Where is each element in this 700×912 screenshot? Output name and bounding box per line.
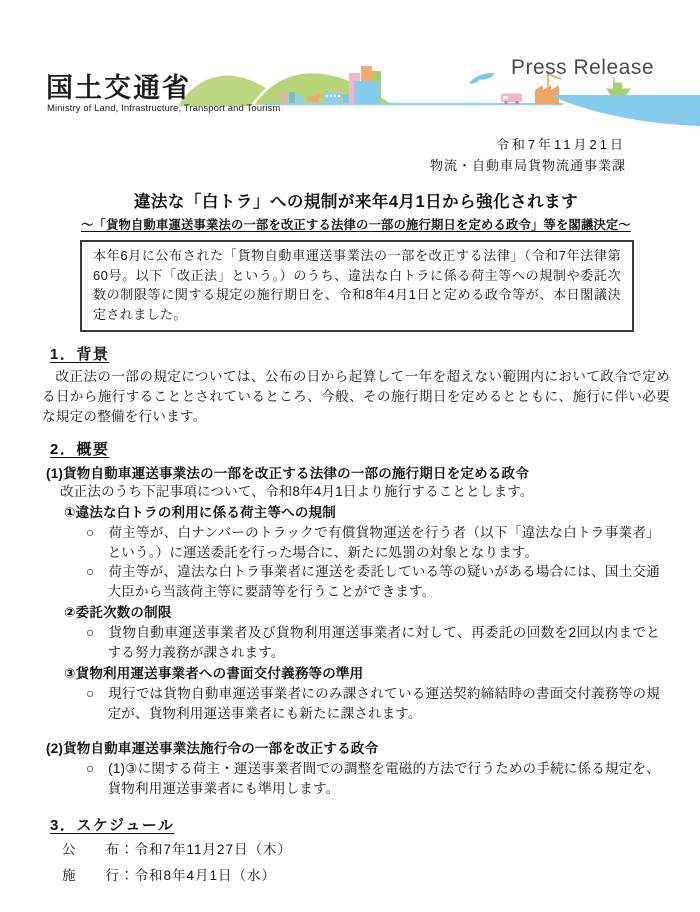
bullet-item: ○ 荷主等が、白ナンバーのトラックで有償貨物運送を行う者（以下「違法な白トラ事業者」という。）に運送委託を行った場合に、新たに処罰の対象となります。 [86,525,660,560]
sub-3-heading: ③貨物利用運送事業者への書面交付義務等の準用 [64,666,364,681]
section-overview [42,438,670,798]
section-3-heading: 3．スケジュール [50,817,175,834]
press-release-label: Press Release [510,56,654,79]
bullet-item: ○ 荷主等が、違法な白トラ事業者に運送を委託している等の疑いがある場合には、国土交通大臣から当該荷主等に要請等を行うことができます。 [86,564,660,599]
sub-2-heading: ②委託次数の制限 [64,605,172,620]
water-icon [552,95,700,126]
schedule-enforcement: 施 行：令和8年4月1日（水） [62,868,277,883]
item-1-intro: 改正法のうち下記事項について、令和8年4月1日より施行することとします。 [60,484,534,499]
section-2-heading: 2．概要 [50,441,110,458]
bullet-item: ○ (1)③に関する荷主・運送事業者間での調整を電磁的方法で行うための手続に係る規定を、貨物利用運送事業者にも準用します。 [86,761,660,796]
document-title: 違法な「白トラ」への規制が来年4月1日から強化されます [133,193,579,211]
issuing-division: 物流・自動車局貨物流通事業課 [429,158,626,173]
release-date: 令和7年11月21日 [495,137,626,152]
section-schedule [42,814,670,887]
sub-1-heading: ①違法な白トラの利用に係る荷主等への規制 [64,505,336,520]
summary-box: 本年6月に公布された「貨物自動車運送事業法の一部を改正する法律」（令和7年法律第60号。以下「改正法」という。）のうち、違法な白トラに係る荷主等への規制や委託次数の制限等に関する規定の施行期日を、令和8年4月1日と定める政令等が、本日閣議決定されました。 [80,240,634,332]
item-1-heading: (1)貨物自動車運送事業法の一部を改正する法律の一部の施行期日を定める政令 [46,466,529,481]
mlit-logo-japanese: 国土交通省 [46,73,191,103]
schedule-promulgation: 公 布：令和7年11月27日（木） [62,842,293,857]
document-subtitle: ～「貨物自動車運送事業法の一部を改正する法律の一部の施行期日を定める政令」等を閣議決定～ [81,218,631,232]
dateline [42,134,670,176]
masthead [42,48,670,132]
section-1-heading: 1．背景 [50,346,110,363]
boat-icon [606,89,631,96]
bullet-item: ○ 現行では貨物自動車運送事業者にのみ課されている運送契約締結時の書面交付義務等の規定が、貨物利用運送事業者にも新たに課されます。 [86,686,660,721]
factory-icon [535,85,559,104]
mlit-logo-english: Ministry of Land, Infrastructure, Transport and Tourism [47,103,281,114]
item-2-heading: (2)貨物自動車運送事業法施行令の一部を改正する政令 [46,741,379,756]
section-background [42,343,670,427]
section-1-body: 改正法の一部の規定については、公布の日から起算して一年を超えない範囲内において政令で定める日から施行することとされているところ、今般、その施行期日を定めるとともに、施行に伴い必要な規定の整備を行います。 [42,369,670,424]
bullet-item: ○ 貨物自動車運送事業者及び貨物利用運送事業者に対して、再委託の回数を2回以内までとする努力義務が課されます。 [86,625,660,660]
plane-icon [470,73,496,84]
